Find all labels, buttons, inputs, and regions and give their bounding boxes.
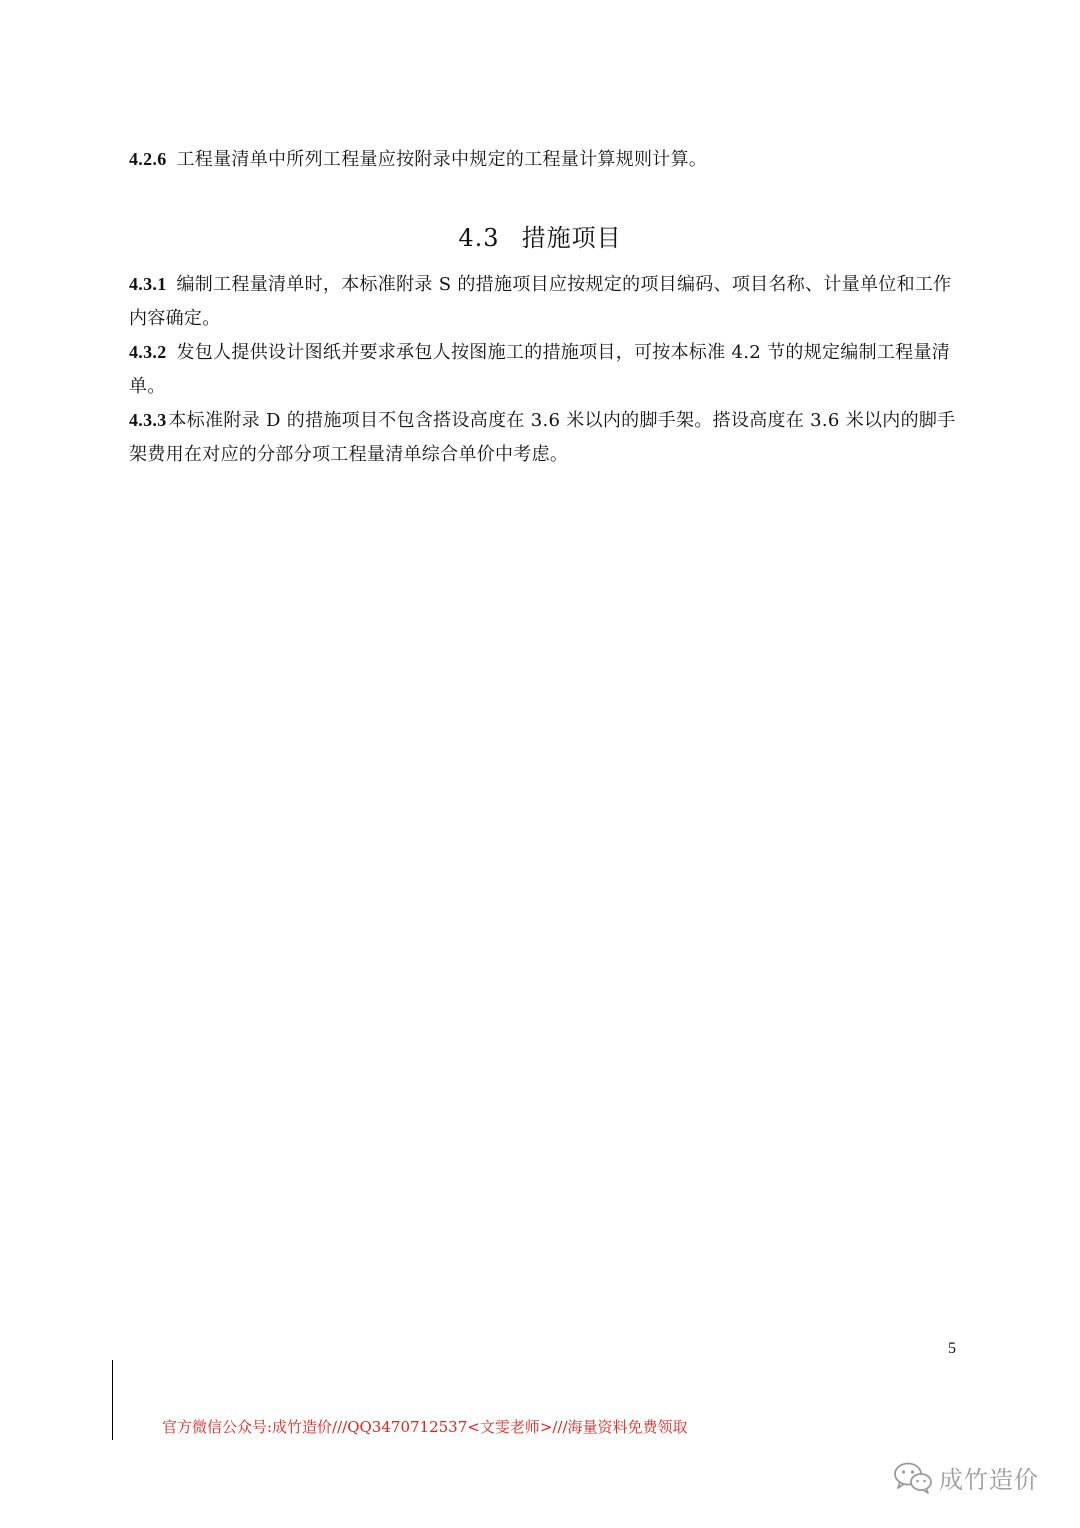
section-title: 措施项目 <box>521 224 622 252</box>
clause-text: 本标准附录 D 的措施项目不包含搭设高度在 3.6 米以内的脚手架。搭设高度在 3.6 米以内的脚手架费用在对应的分部分项工程量清单综合单价中考虑。 <box>129 410 956 465</box>
clause-4-3-2 <box>129 335 964 404</box>
page-number: 5 <box>948 1340 956 1357</box>
wechat-icon <box>893 1461 933 1495</box>
section-number: 4.3 <box>458 224 500 252</box>
clause-number: 4.3.1 <box>129 274 167 294</box>
clause-number: 4.2.6 <box>129 149 167 169</box>
clause-4-2-6 <box>129 142 964 177</box>
watermark-link[interactable]: 官方微信公众号:成竹造价///QQ3470712537<文雯老师>///海量资料免费领取 <box>162 1418 688 1436</box>
section-heading <box>0 218 1080 258</box>
brand-signature <box>893 1460 1039 1495</box>
clause-number: 4.3.2 <box>129 342 167 362</box>
margin-rule <box>112 1360 113 1440</box>
clause-text: 编制工程量清单时，本标准附录 S 的措施项目应按规定的项目编码、项目名称、计量单位和工作内容确定。 <box>129 274 952 329</box>
clause-4-3-1 <box>129 267 964 336</box>
clause-number: 4.3.3 <box>129 410 167 430</box>
brand-name: 成竹造价 <box>939 1466 1039 1494</box>
clause-text: 工程量清单中所列工程量应按附录中规定的工程量计算规则计算。 <box>176 149 708 170</box>
clause-text: 发包人提供设计图纸并要求承包人按图施工的措施项目，可按本标准 4.2 节的规定编制工程量清单。 <box>129 342 951 397</box>
clause-4-3-3 <box>129 403 964 472</box>
